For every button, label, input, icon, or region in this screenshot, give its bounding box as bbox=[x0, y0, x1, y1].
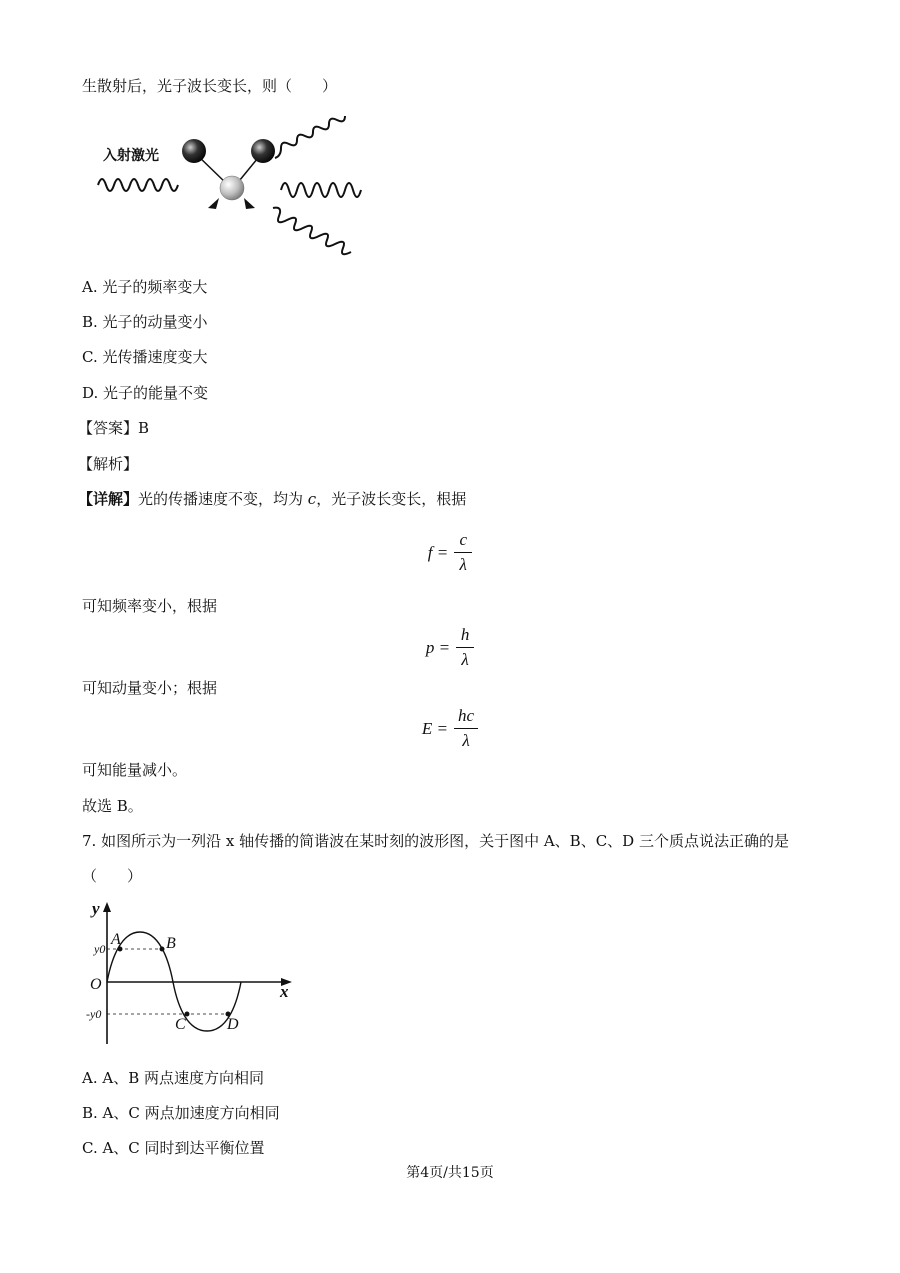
q6-option-b: B. 光子的动量变小 bbox=[82, 313, 208, 331]
origin-label: O bbox=[90, 976, 102, 993]
compton-scattering-figure bbox=[95, 108, 370, 268]
formula3-lhs: E = bbox=[421, 718, 449, 738]
wave-graph-figure bbox=[80, 896, 300, 1051]
q6-option-c: C. 光传播速度变大 bbox=[82, 348, 208, 366]
formula-energy bbox=[0, 706, 900, 751]
text-after-formula3: 可知能量减小。 bbox=[82, 761, 188, 779]
formula-frequency bbox=[0, 530, 900, 575]
scattered-wave-lower bbox=[273, 208, 351, 255]
y-axis-label: y bbox=[92, 899, 100, 918]
q7-option-b: B. A、C 两点加速度方向相同 bbox=[82, 1104, 280, 1122]
question-6-stem-tail: 生散射后，光子波长变长，则（ ） bbox=[82, 77, 338, 95]
scattered-wave-upper bbox=[275, 116, 345, 158]
formula1-lhs: f = bbox=[427, 542, 449, 562]
neg-y0-label: -y0 bbox=[86, 1007, 102, 1021]
label-b: B bbox=[166, 935, 176, 952]
y0-label: y0 bbox=[94, 942, 106, 956]
x-axis-label: x bbox=[280, 982, 289, 1001]
answer-line: 【答案】B bbox=[78, 419, 150, 437]
formula1-den: λ bbox=[459, 555, 467, 574]
label-a: A bbox=[111, 931, 121, 948]
q7-option-c: C. A、C 同时到达平衡位置 bbox=[82, 1139, 265, 1157]
electron-ball-left bbox=[182, 139, 206, 163]
incident-wave bbox=[98, 179, 178, 191]
scattered-wave-middle bbox=[281, 183, 361, 197]
incident-laser-label: 入射激光 bbox=[103, 148, 159, 164]
detail-tag: 【详解】 bbox=[78, 490, 139, 508]
formula1-num: c bbox=[459, 530, 467, 549]
question-7-stem-paren: （ ） bbox=[82, 867, 143, 885]
detail-line bbox=[78, 489, 466, 509]
formula3-num: hc bbox=[458, 706, 475, 725]
detail-c: c bbox=[307, 490, 317, 508]
electron-ball-right bbox=[251, 139, 275, 163]
formula-momentum bbox=[0, 625, 900, 670]
detail-pre: 光的传播速度不变，均为 bbox=[138, 490, 308, 508]
point-b bbox=[160, 947, 165, 952]
formula2-num: h bbox=[460, 625, 470, 644]
label-d: D bbox=[227, 1016, 239, 1033]
detail-post: ，光子波长变长，根据 bbox=[316, 490, 467, 508]
formula2-lhs: p = bbox=[425, 637, 451, 657]
analysis-heading: 【解析】 bbox=[78, 455, 139, 473]
center-particle bbox=[220, 176, 244, 200]
text-after-formula1: 可知频率变小，根据 bbox=[82, 597, 218, 615]
question-7-stem: 7. 如图所示为一列沿 x 轴传播的简谐波在某时刻的波形图，关于图中 A、B、C、D 三个质点说法正确的是 bbox=[82, 832, 789, 850]
formula3-den: λ bbox=[462, 731, 470, 750]
q7-option-a: A. A、B 两点速度方向相同 bbox=[82, 1069, 264, 1087]
q6-option-d: D. 光子的能量不变 bbox=[82, 384, 209, 402]
text-after-formula2: 可知动量变小；根据 bbox=[82, 679, 218, 697]
conclusion-line: 故选 B。 bbox=[82, 797, 143, 815]
q6-option-a: A. 光子的频率变大 bbox=[82, 278, 208, 296]
label-c: C bbox=[175, 1016, 186, 1033]
formula2-den: λ bbox=[461, 650, 469, 669]
page-footer: 第4页/共15页 bbox=[406, 1165, 494, 1181]
